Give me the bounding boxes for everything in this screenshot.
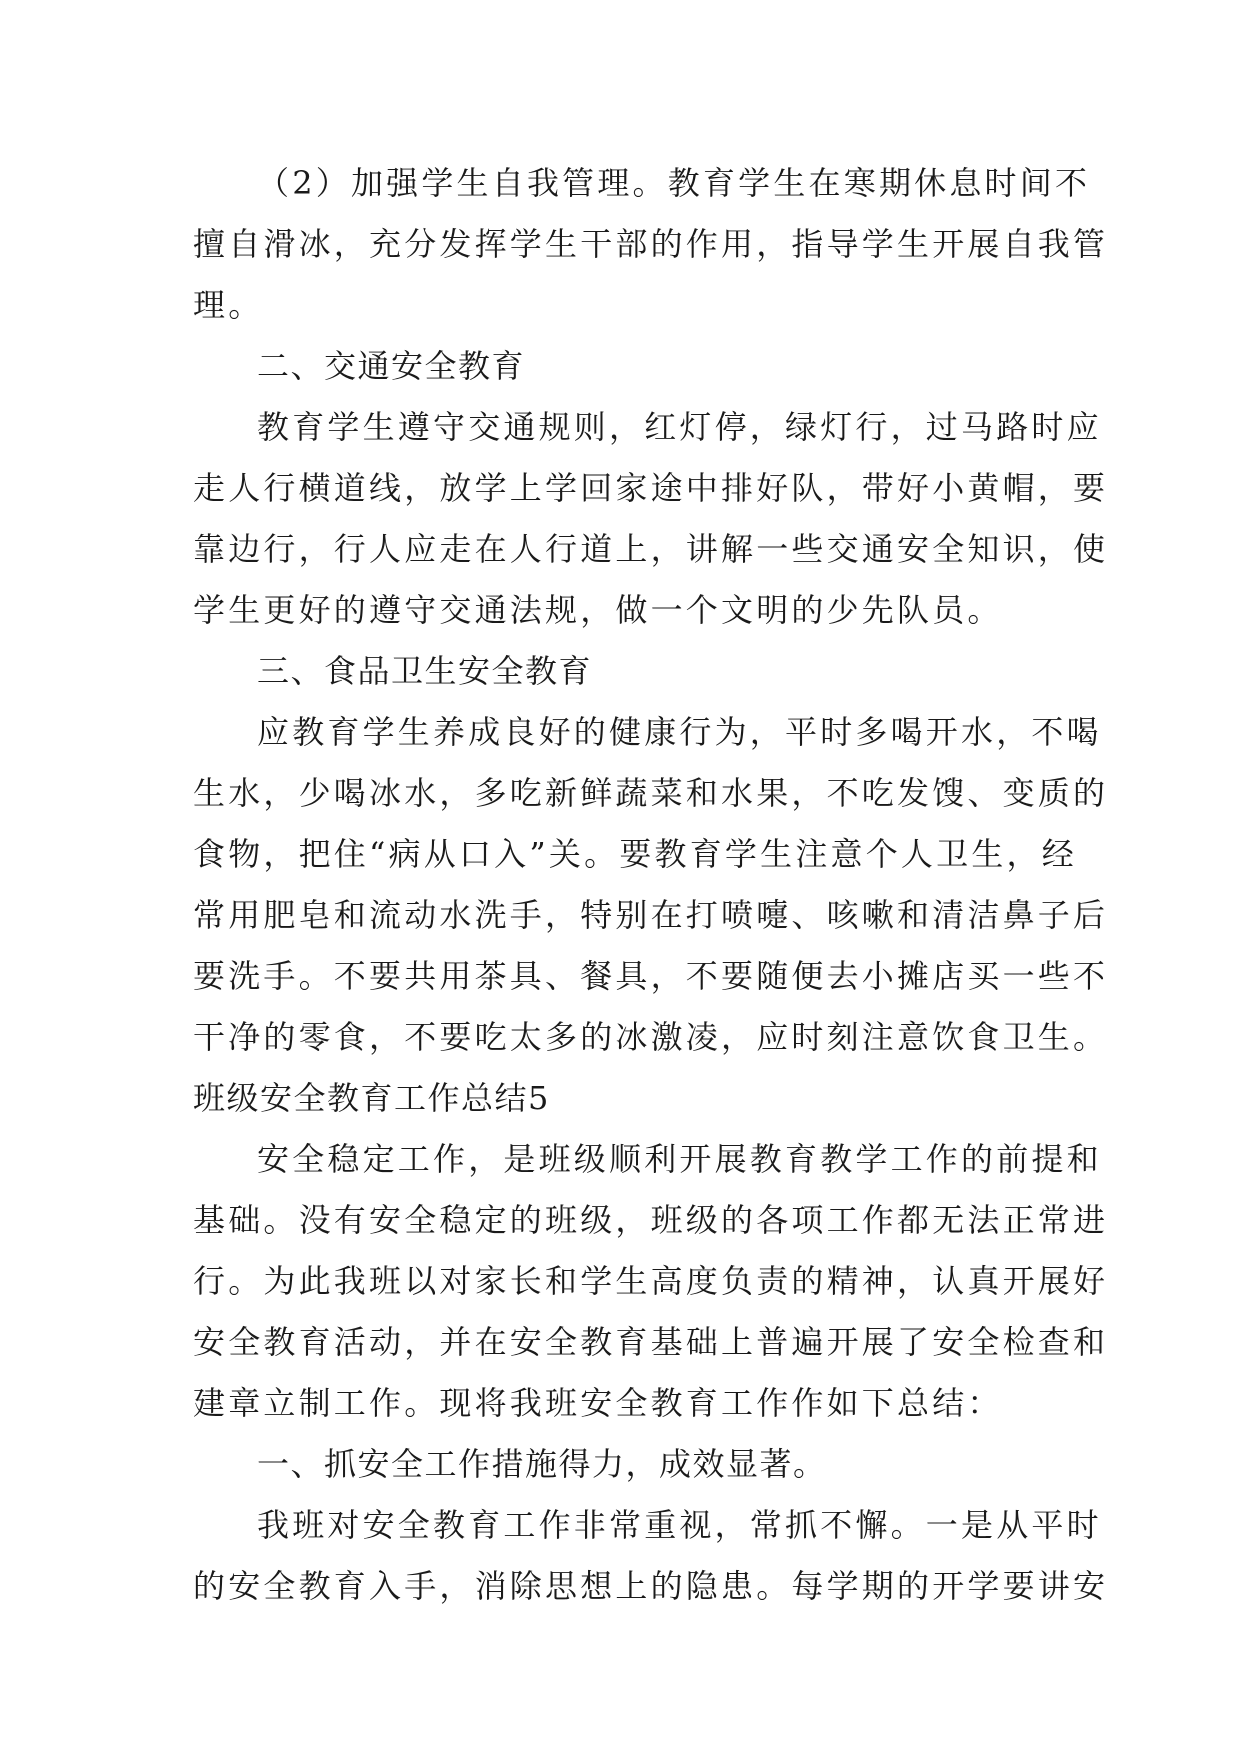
- paragraph-line: 行。为此我班以对家长和学生高度负责的精神，认真开展好: [193, 1262, 1109, 1300]
- document-title: 班级安全教育工作总结5: [193, 1079, 550, 1117]
- paragraph-line: 要洗手。不要共用茶具、餐具，不要随便去小摊店买一些不: [193, 957, 1109, 995]
- paragraph-line: 安全教育活动，并在安全教育基础上普遍开展了安全检查和: [193, 1323, 1109, 1361]
- section-heading: 二、交通安全教育: [257, 347, 526, 385]
- paragraph-line: 生水，少喝冰水，多吃新鲜蔬菜和水果，不吃发馊、变质的: [193, 774, 1109, 812]
- paragraph-line: 走人行横道线，放学上学回家途中排好队，带好小黄帽，要: [193, 469, 1109, 507]
- paragraph-line: 我班对安全教育工作非常重视，常抓不懈。一是从平时: [257, 1506, 1102, 1544]
- paragraph-line: （2）加强学生自我管理。教育学生在寒期休息时间不: [257, 164, 1091, 202]
- paragraph-line: 教育学生遵守交通规则，红灯停，绿灯行，过马路时应: [257, 408, 1102, 446]
- paragraph-line: 学生更好的遵守交通法规，做一个文明的少先队员。: [193, 591, 1003, 629]
- paragraph-line: 擅自滑冰，充分发挥学生干部的作用，指导学生开展自我管: [193, 225, 1109, 263]
- paragraph-line: 靠边行，行人应走在人行道上，讲解一些交通安全知识，使: [193, 530, 1109, 568]
- paragraph-line: 常用肥皂和流动水洗手，特别在打喷嚏、咳嗽和清洁鼻子后: [193, 896, 1109, 934]
- paragraph-line: 的安全教育入手，消除思想上的隐患。每学期的开学要讲安: [193, 1567, 1109, 1605]
- paragraph-line: 食物，把住“病从口入”关。要教育学生注意个人卫生，经: [193, 835, 1077, 873]
- paragraph-line: 干净的零食，不要吃太多的冰激凌，应时刻注意饮食卫生。: [193, 1018, 1109, 1056]
- paragraph-line: 建章立制工作。现将我班安全教育工作作如下总结：: [193, 1384, 1003, 1422]
- paragraph-line: 安全稳定工作，是班级顺利开展教育教学工作的前提和: [257, 1140, 1102, 1178]
- paragraph-line: 基础。没有安全稳定的班级，班级的各项工作都无法正常进: [193, 1201, 1109, 1239]
- section-heading: 一、抓安全工作措施得力，成效显著。: [257, 1445, 827, 1483]
- paragraph-line: 理。: [193, 286, 264, 324]
- section-heading: 三、食品卫生安全教育: [257, 652, 593, 690]
- paragraph-line: 应教育学生养成良好的健康行为，平时多喝开水，不喝: [257, 713, 1102, 751]
